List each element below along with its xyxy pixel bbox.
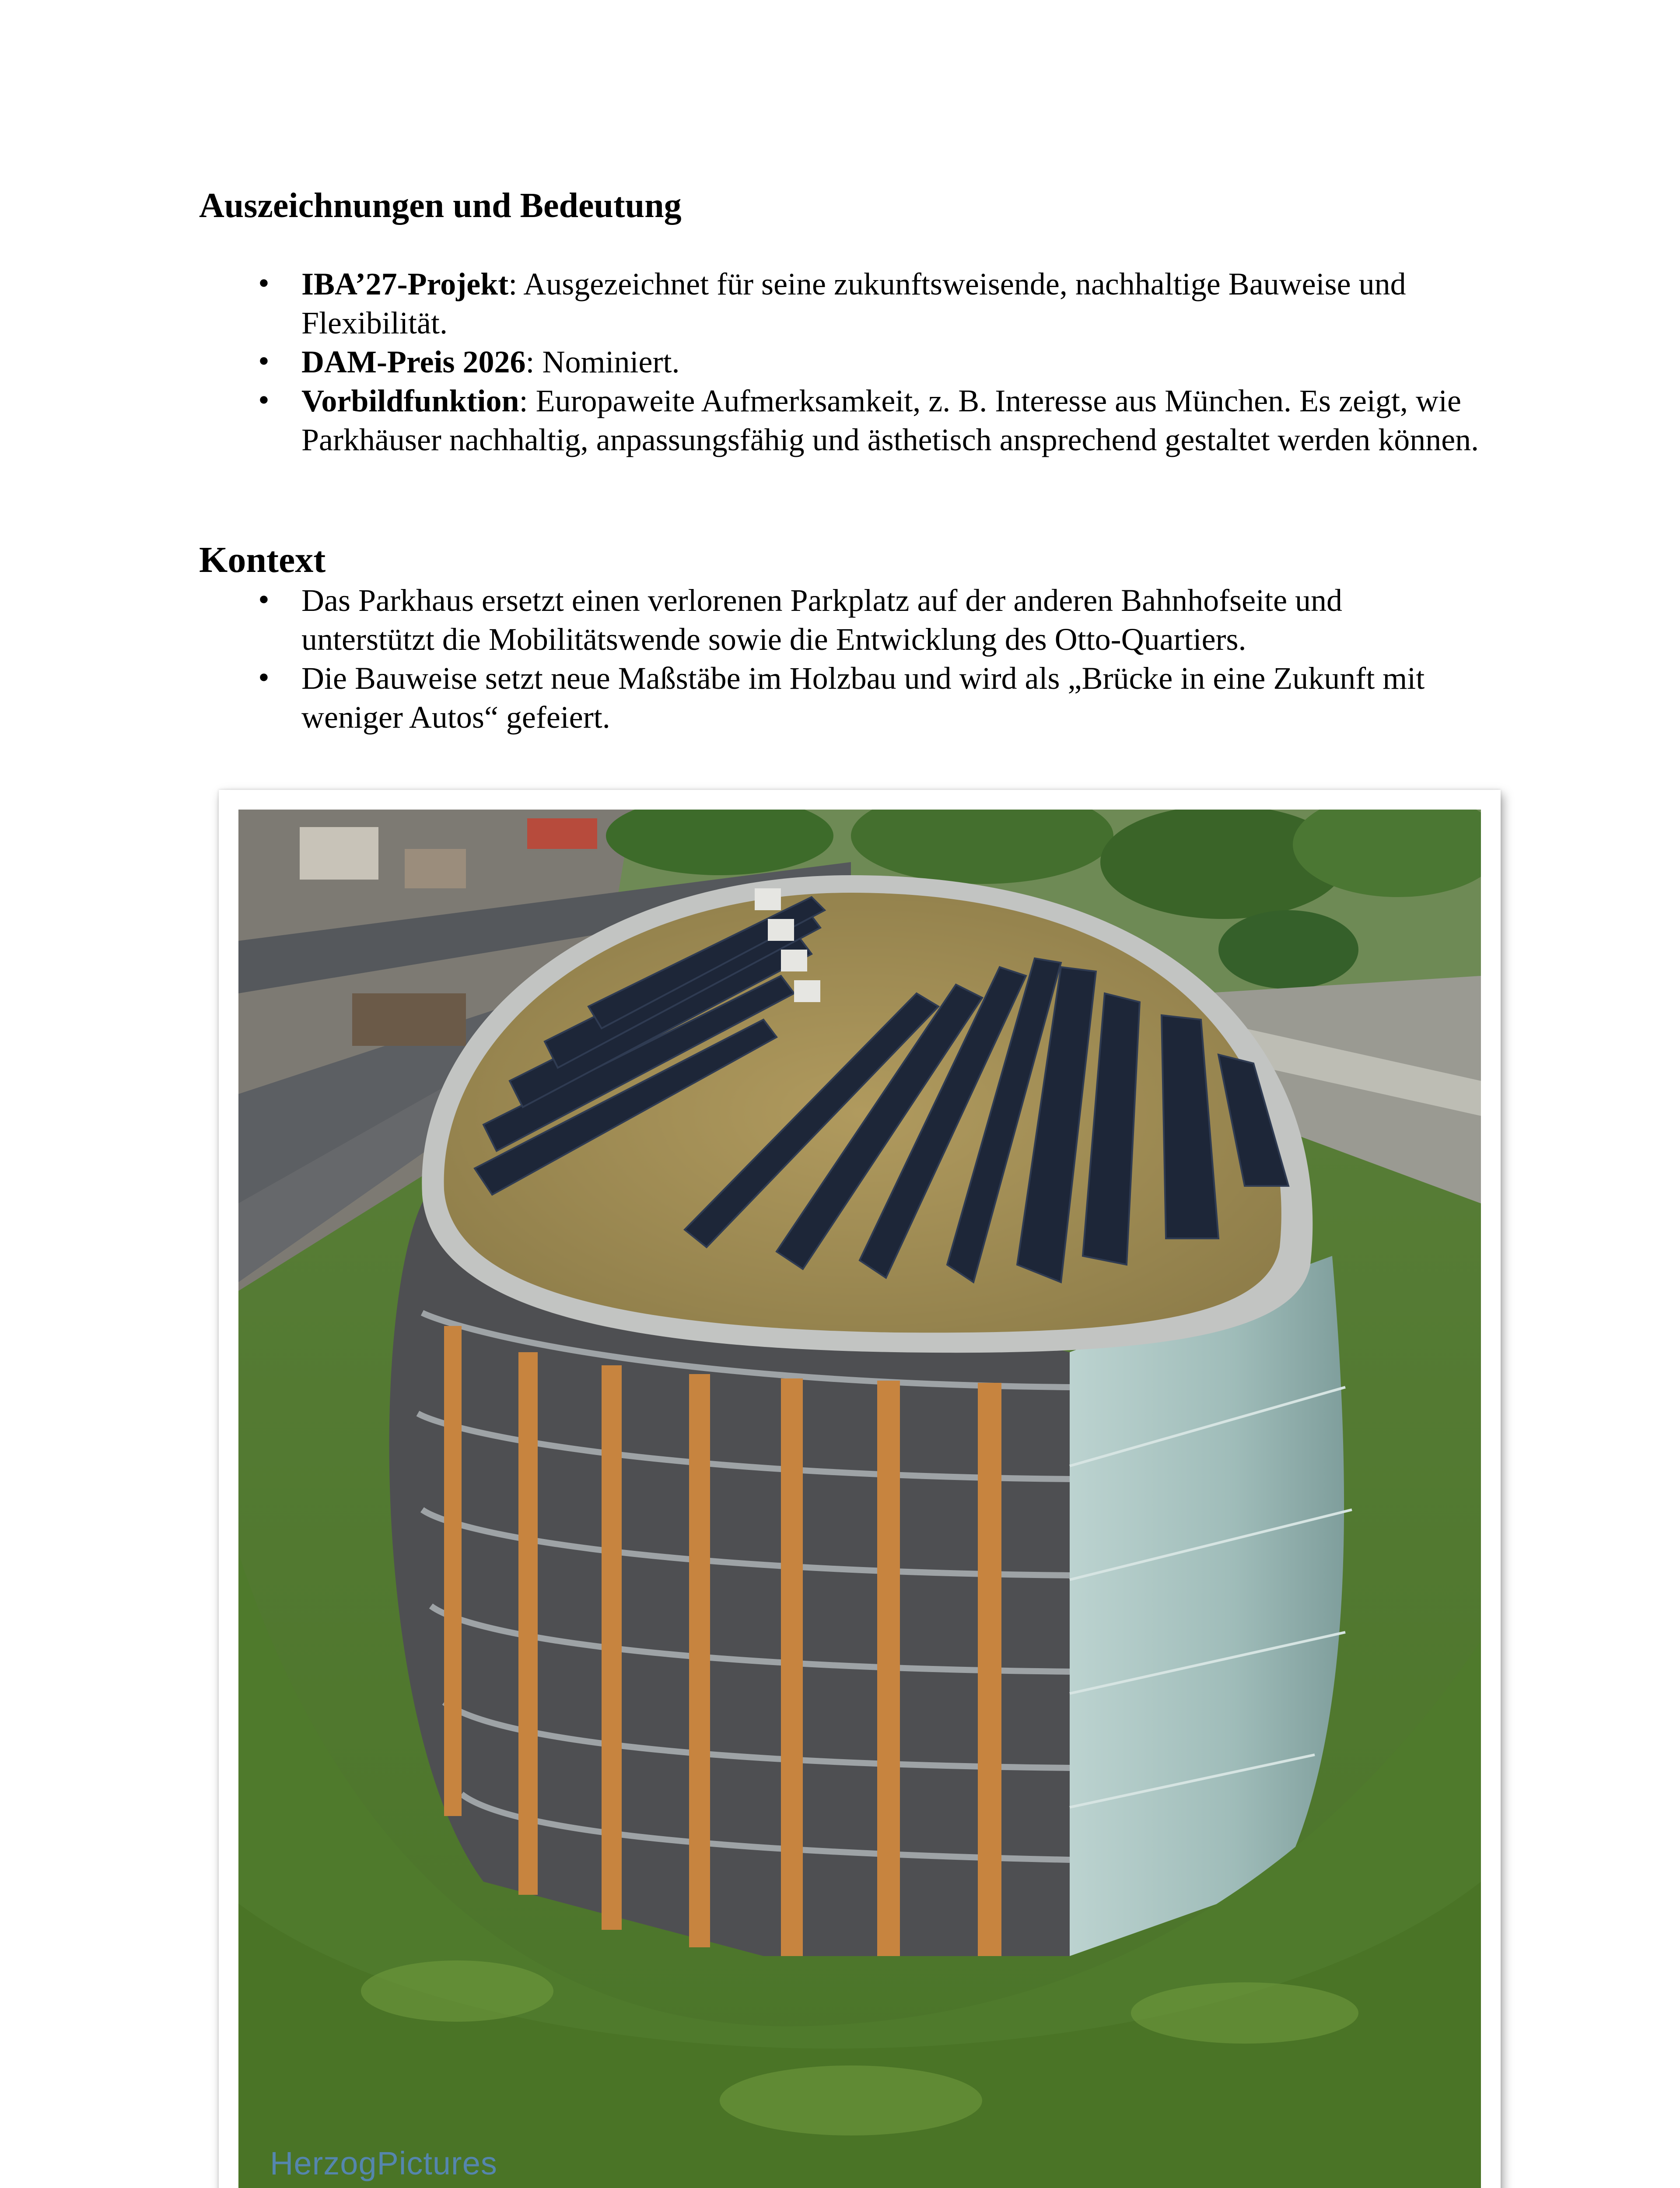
- bullet-icon: •: [256, 386, 272, 416]
- item-text: : Europaweite Aufmerksamkeit, z. B. Interesse aus München. Es zeigt, wie Parkhäuser nachhaltig, anpassungsfähig und ästhetisch ansprechend gestaltet werden können.: [301, 383, 1479, 457]
- parking-garage-photo: [238, 810, 1481, 2188]
- list-item: [255, 382, 1480, 459]
- list-item: [255, 343, 1480, 382]
- bullet-icon: •: [256, 663, 272, 694]
- item-text: Die Bauweise setzt neue Maßstäbe im Holzbau und wird als „Brücke in eine Zukunft mit weniger Autos“ gefeiert.: [301, 661, 1425, 735]
- awards-list: [255, 265, 1480, 459]
- photo-frame: [219, 790, 1501, 2188]
- bullet-icon: •: [256, 269, 272, 299]
- bullet-icon: •: [256, 585, 272, 616]
- photo-watermark: HerzogPictures: [270, 2145, 497, 2181]
- bullet-icon: •: [256, 347, 272, 377]
- item-text: : Ausgezeichnet für seine zukunftsweisende, nachhaltige Bauweise und Flexibilität.: [301, 266, 1406, 340]
- item-bold-label: Vorbildfunktion: [301, 383, 519, 418]
- item-text: : Nominiert.: [525, 344, 680, 379]
- list-item: [255, 265, 1480, 343]
- list-item: [255, 659, 1480, 737]
- list-item: [255, 581, 1480, 659]
- item-bold-label: DAM-Preis 2026: [301, 344, 526, 379]
- item-bold-label: IBA’27-Projekt: [301, 266, 509, 302]
- item-text: Das Parkhaus ersetzt einen verlorenen Parkplatz auf der anderen Bahnhofseite und unterstützt die Mobilitätswende sowie die Entwicklung des Otto-Quartiers.: [301, 583, 1343, 657]
- section-heading-context: Kontext: [199, 540, 326, 580]
- context-list: [255, 581, 1480, 737]
- section-heading-awards: Auszeichnungen und Bedeutung: [199, 186, 682, 225]
